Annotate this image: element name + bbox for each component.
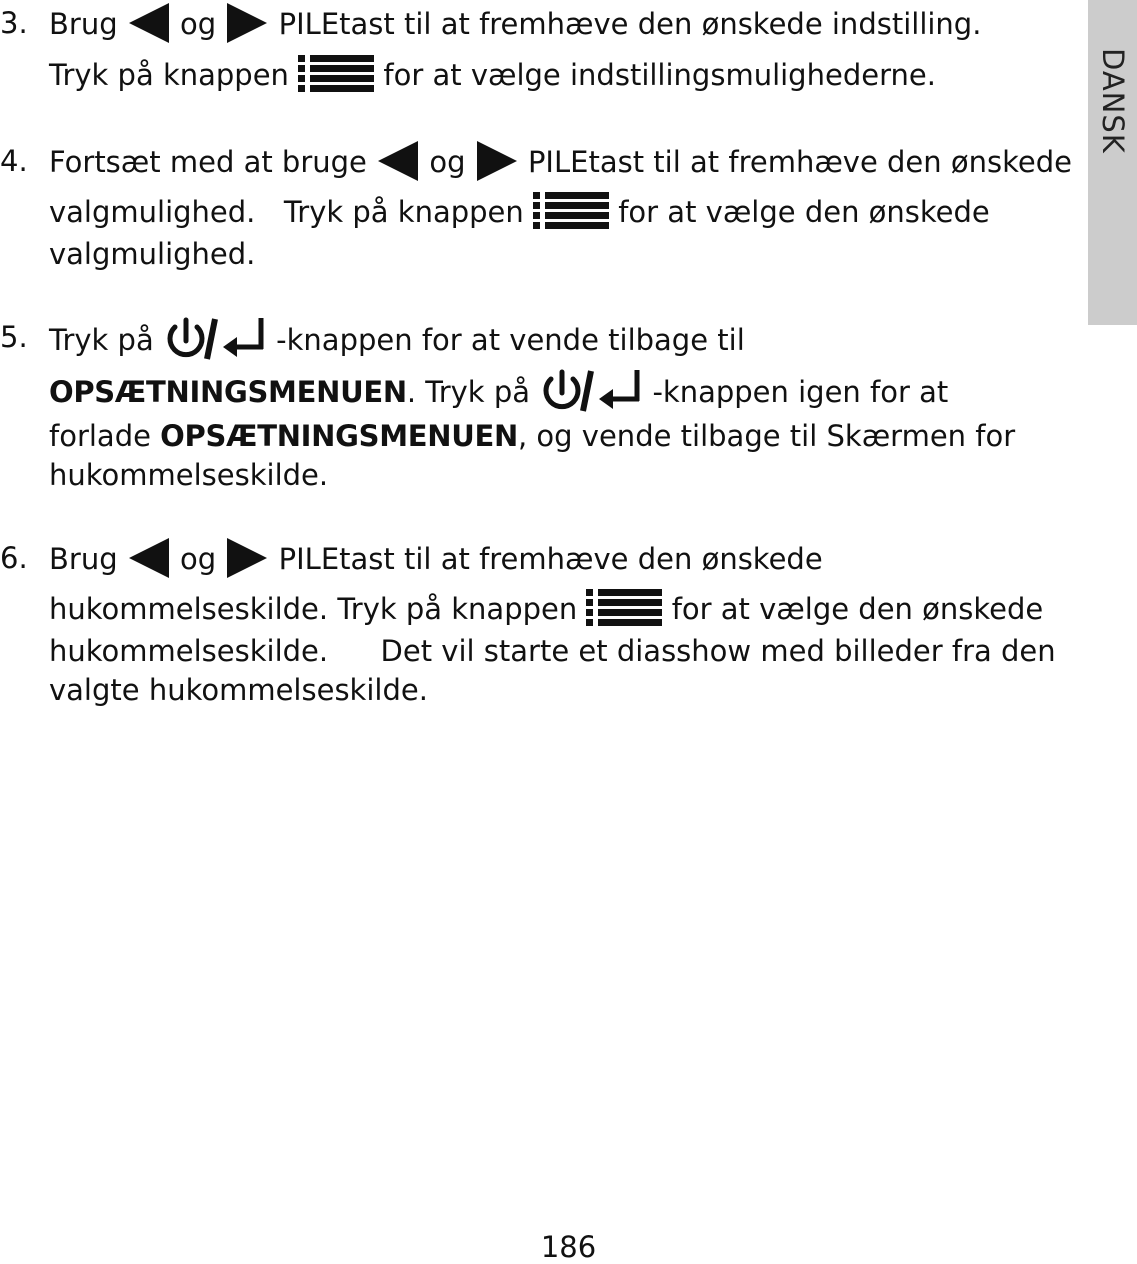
step-4-line-1: Fortsæt med at bruge og PILEtast til at fremhæve den ønskede (49, 142, 1072, 186)
menu-name: OPSÆTNINGSMENUEN (160, 419, 518, 453)
menu-icon (586, 588, 662, 628)
step-5-line-4: hukommelseskilde. (49, 458, 329, 492)
step-4-line-3: valgmulighed. (49, 237, 256, 271)
step-5-line-2: OPSÆTNINGSMENUEN. Tryk på -knappen igen for at (49, 370, 948, 418)
right-arrow-icon (225, 536, 269, 580)
left-arrow-icon (376, 139, 420, 183)
language-tab-label: DANSK (1095, 48, 1130, 154)
left-arrow-icon (127, 536, 171, 580)
menu-name: OPSÆTNINGSMENUEN (49, 375, 407, 409)
step-number: 3. (0, 6, 28, 40)
step-number: 6. (0, 541, 28, 575)
page-number: 186 (540, 1230, 597, 1264)
power-return-icon (539, 367, 643, 415)
step-6-line-3: hukommelseskilde. Det vil starte et diasshow med billeder fra den (49, 634, 1056, 668)
step-3-line-1: Brug og PILEtast til at fremhæve den ønskede indstilling. (49, 4, 981, 48)
step-5-line-3: forlade OPSÆTNINGSMENUEN, og vende tilbage til Skærmen for (49, 419, 1016, 453)
right-arrow-icon (475, 139, 519, 183)
left-arrow-icon (127, 1, 171, 45)
step-5-line-1: Tryk på -knappen for at vende tilbage til (49, 318, 745, 366)
menu-icon (533, 191, 609, 231)
power-return-icon (163, 315, 267, 363)
step-6-line-2: hukommelseskilde. Tryk på knappen for at vælge den ønskede (49, 590, 1043, 631)
language-tab (1088, 0, 1137, 325)
step-number: 4. (0, 144, 28, 178)
menu-icon (298, 54, 374, 94)
step-number: 5. (0, 320, 28, 354)
right-arrow-icon (225, 1, 269, 45)
step-4-line-2: valgmulighed. Tryk på knappen for at vælge den ønskede (49, 193, 990, 234)
step-6-line-4: valgte hukommelseskilde. (49, 673, 428, 707)
step-6-line-1: Brug og PILEtast til at fremhæve den ønskede (49, 539, 823, 583)
step-3-line-2: Tryk på knappen for at vælge indstillingsmulighederne. (49, 56, 936, 97)
